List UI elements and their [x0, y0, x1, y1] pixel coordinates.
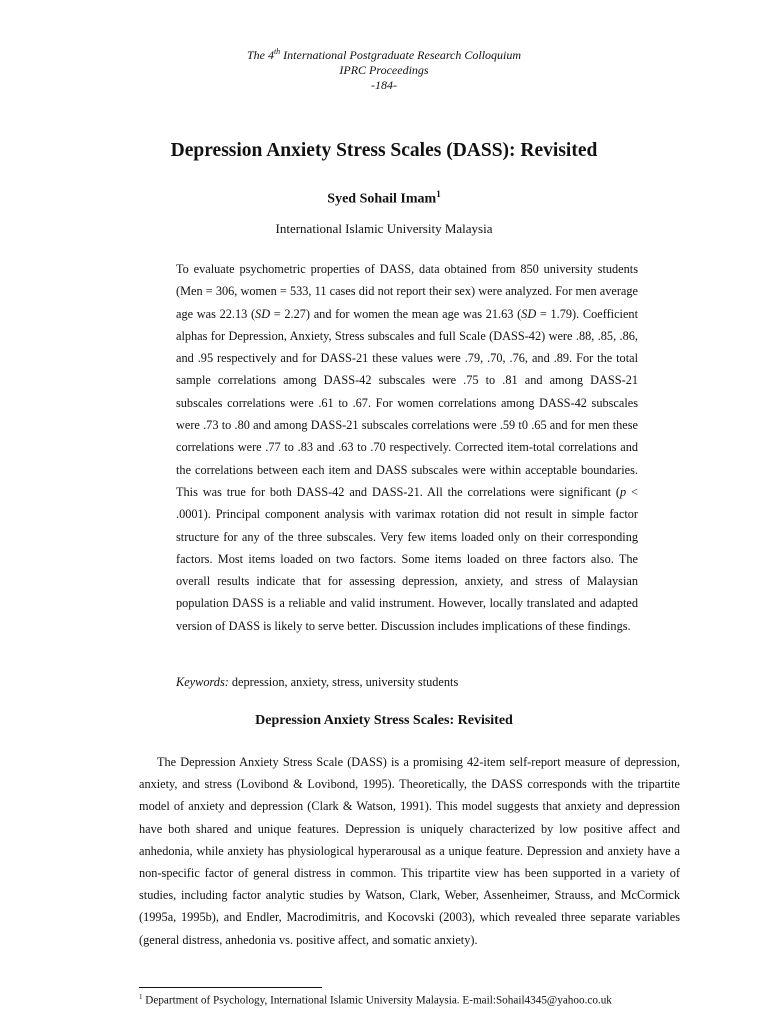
header-ordinal-sup: th — [273, 47, 281, 56]
author-footnote-mark: 1 — [436, 189, 441, 199]
abstract-text: To evaluate psychometric properties of DASS, data obtained from 850 university students (Men = 306, women = 533, 11 cases did not report their sex) were analyzed. For men average age was 22.13 ( — [176, 262, 638, 321]
header-prefix: The 4 — [246, 48, 274, 62]
abstract-italic-sd: SD — [255, 306, 271, 321]
footnote-text: Department of Psychology, International Islamic University Malaysia. E-mail:Sohail4345@yahoo.co.uk — [142, 994, 612, 1007]
footnote-mark: 1 — [139, 993, 143, 1001]
section-heading: Depression Anxiety Stress Scales: Revisited — [255, 713, 513, 728]
author-affiliation: International Islamic University Malaysia — [275, 221, 493, 236]
footnote — [139, 993, 699, 1007]
proceedings-header — [0, 44, 768, 93]
abstract-paragraph — [176, 258, 638, 637]
header-proceedings-line: IPRC Proceedings — [339, 63, 429, 77]
keywords — [176, 675, 638, 690]
abstract-italic-p: p — [620, 484, 627, 499]
abstract-text: = 2.27) and for women the mean age was 21.63 ( — [270, 306, 522, 321]
author-name: Syed Sohail Imam — [327, 191, 437, 207]
body-text — [139, 751, 680, 951]
paper-title: Depression Anxiety Stress Scales (DASS): Revisited — [170, 140, 598, 161]
page-number: -184- — [371, 78, 397, 92]
keywords-text: depression, anxiety, stress, university students — [228, 675, 459, 689]
keywords-label: Keywords: — [176, 675, 229, 689]
abstract-text: < .0001). Principal component analysis with varimax rotation did not result in simple factor structure for any of the three subscales. Very few items loaded only on their corresponding factors. Most items loaded on two factors. Some items loaded on three factors also. The overall results indicate that for assessing depression, anxiety, and stress of Malaysian population DASS is a reliable and valid instrument. However, locally translated and adapted version of DASS is likely to serve better. Discussion includes implications of these findings. — [176, 484, 638, 633]
abstract — [176, 258, 638, 637]
abstract-text: = 1.79). Coefficient alphas for Depression, Anxiety, Stress subscales and full Scale (DASS-42) were .88, .85, .86, and .95 respectively and for DASS-21 these values were .79, .70, .76, and .89. For the total sample correlations among DASS-42 subscales were .75 to .81 and among DASS-21 subscales correlations were .61 to .67. For women correlations among DASS-42 subscales were .73 to .80 and among DASS-21 subscales correlations were .59 t0 .65 and for men these correlations were .77 to .83 and .63 to .70 respectively. Corrected item-total correlations and the correlations between each item and DASS subscales were within acceptable boundaries. This was true for both DASS-42 and DASS-21. All the correlations were significant ( — [176, 306, 639, 499]
header-colloquium-line — [0, 44, 768, 63]
author-line — [0, 189, 768, 208]
header-suffix: International Postgraduate Research Colloquium — [280, 48, 522, 62]
footnote-divider — [139, 987, 322, 988]
abstract-italic-sd: SD — [521, 306, 537, 321]
body-paragraph: The Depression Anxiety Stress Scale (DASS) is a promising 42-item self-report measure of depression, anxiety, and stress (Lovibond & Lovibond, 1995). Theoretically, the DASS corresponds with the tripartite model of anxiety and depression (Clark & Watson, 1991). This model suggests that anxiety and depression have both shared and unique features. Depression is uniquely characterized by low positive affect and anhedonia, while anxiety has physiological hyperarousal as a unique feature. Depression and anxiety have a non-specific factor of general distress in common. This tripartite view has been supported in a variety of studies, including factor analytic studies by Watson, Clark, Weber, Assenheimer, Strauss, and McCormick (1995a, 1995b), and Endler, Macrodimitris, and Kocovski (2003), which revealed three separate variables (general distress, anhedonia vs. positive affect, and somatic anxiety). — [139, 755, 680, 947]
